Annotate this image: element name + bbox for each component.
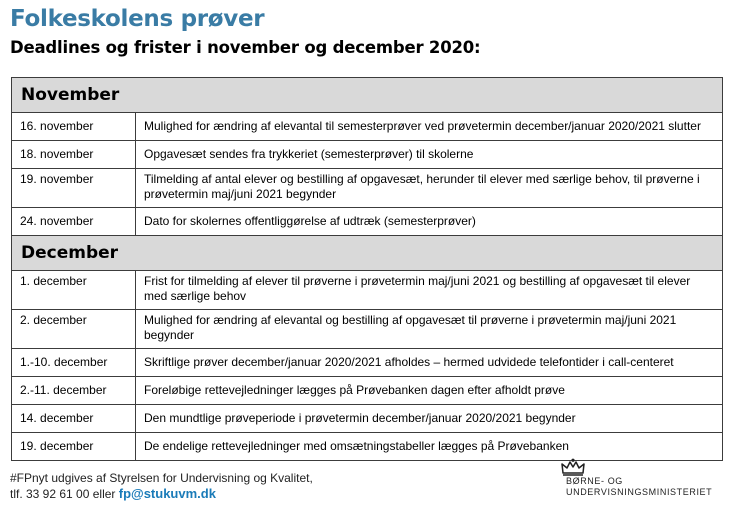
row-date: 1. december <box>12 271 136 310</box>
row-date: 14. december <box>12 405 136 433</box>
deadlines-table <box>11 77 723 461</box>
table-row <box>12 271 723 310</box>
table-row <box>12 433 723 461</box>
email-link[interactable]: fp@stukuvm.dk <box>118 486 216 501</box>
row-date: 1.-10. december <box>12 349 136 377</box>
page-subtitle: Deadlines og frister i november og december 2020: <box>10 38 481 57</box>
table-row <box>12 405 723 433</box>
table-row <box>12 169 723 208</box>
row-date: 2.-11. december <box>12 377 136 405</box>
logo-line-1: BØRNE- OG <box>566 476 623 486</box>
row-description: Dato for skolernes offentliggørelse af udtræk (semesterprøver) <box>136 208 723 236</box>
logo-line-2: UNDERVISNINGSMINISTERIET <box>566 487 713 497</box>
table-row <box>12 141 723 169</box>
section-header-november <box>12 78 723 113</box>
section-title: December <box>12 236 723 271</box>
table-row <box>12 310 723 349</box>
page-title: Folkeskolens prøver <box>10 6 265 32</box>
footer-publisher: #FPnyt udgives af Styrelsen for Undervisning og Kvalitet, <box>10 471 313 485</box>
table-row <box>12 113 723 141</box>
row-date: 19. november <box>12 169 136 208</box>
section-header-december <box>12 236 723 271</box>
crown-icon <box>560 458 586 476</box>
row-description: Skriftlige prøver december/januar 2020/2021 afholdes – hermed udvidede telefontider i call-centeret <box>136 349 723 377</box>
row-description: Tilmelding af antal elever og bestilling af opgavesæt, herunder til elever med særlige behov, til prøverne i prøvetermin maj/juni 2021 begynder <box>136 169 723 208</box>
row-description: Den mundtlige prøveperiode i prøvetermin december/januar 2020/2021 begynder <box>136 405 723 433</box>
row-description: Opgavesæt sendes fra trykkeriet (semesterprøver) til skolerne <box>136 141 723 169</box>
row-description: Mulighed for ændring af elevantal og bestilling af opgavesæt til prøverne i prøvetermin maj/juni 2021 begynder <box>136 310 723 349</box>
table-row <box>12 349 723 377</box>
footer-contact <box>10 486 313 502</box>
footer <box>10 470 313 502</box>
section-title: November <box>12 78 723 113</box>
logo-text <box>566 476 712 498</box>
row-date: 19. december <box>12 433 136 461</box>
table-row <box>12 377 723 405</box>
row-date: 2. december <box>12 310 136 349</box>
row-date: 16. november <box>12 113 136 141</box>
row-description: Mulighed for ændring af elevantal til semesterprøver ved prøvetermin december/januar 2020/2021 slutter <box>136 113 723 141</box>
ministry-logo <box>560 458 730 508</box>
row-description: Foreløbige rettevejledninger lægges på Prøvebanken dagen efter afholdt prøve <box>136 377 723 405</box>
row-description: De endelige rettevejledninger med omsætningstabeller lægges på Prøvebanken <box>136 433 723 461</box>
row-description: Frist for tilmelding af elever til prøverne i prøvetermin maj/juni 2021 og bestilling af opgavesæt til elever med særlige behov <box>136 271 723 310</box>
row-date: 24. november <box>12 208 136 236</box>
table-row <box>12 208 723 236</box>
footer-phone: tlf. 33 92 61 00 eller <box>10 487 119 501</box>
row-date: 18. november <box>12 141 136 169</box>
